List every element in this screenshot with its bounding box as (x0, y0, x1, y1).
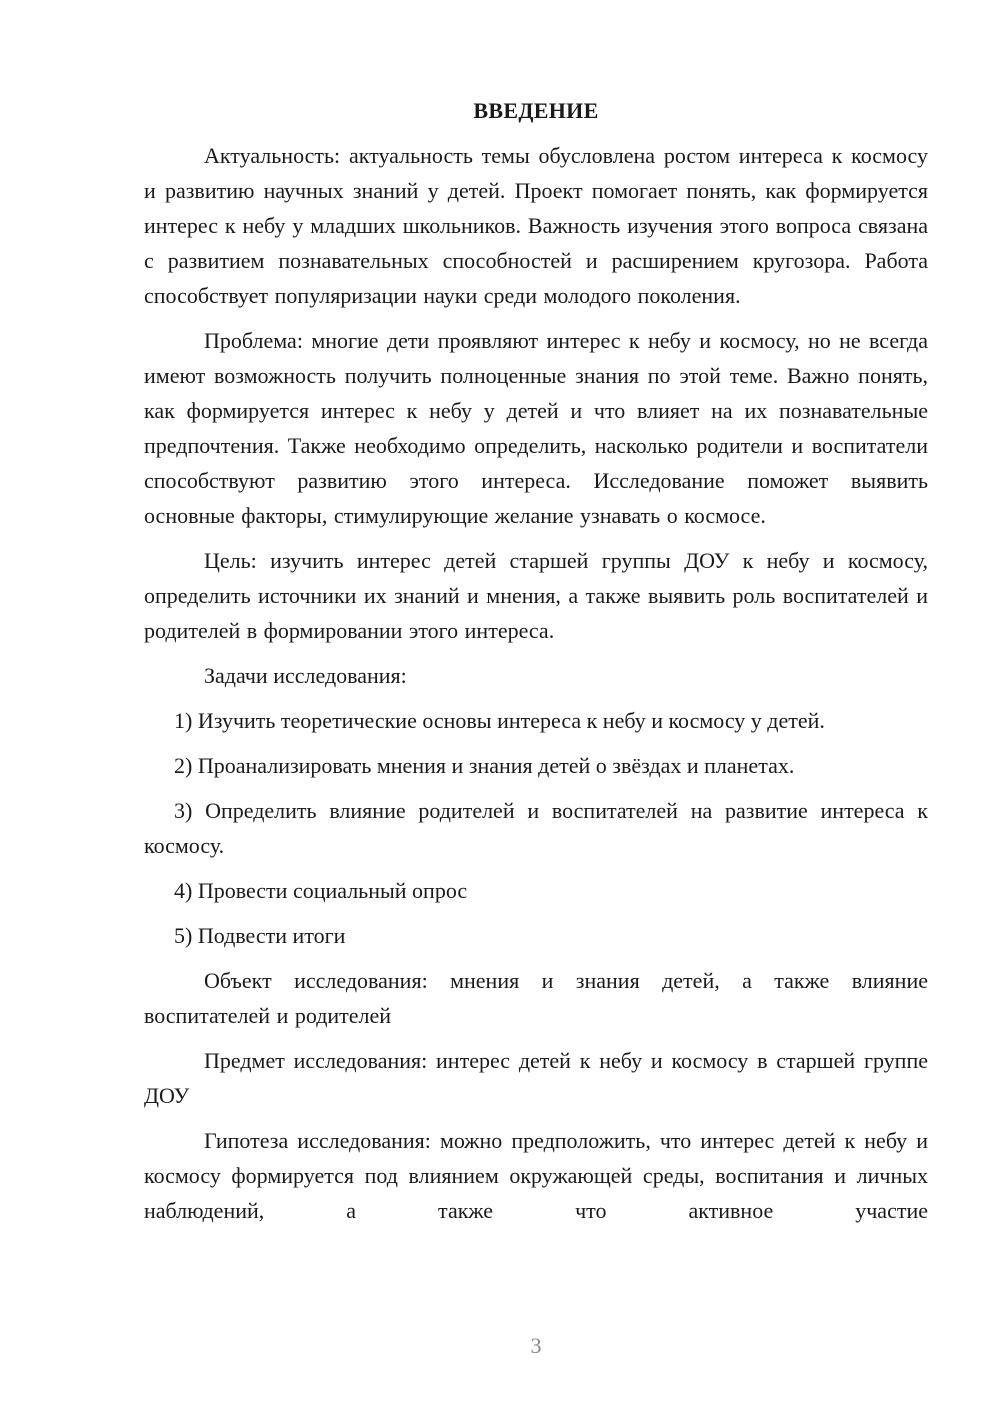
problem-paragraph: Проблема: многие дети проявляют интерес к небу и космосу, но не всегда имеют возможность получить полноценные знания по этой теме. Важно понять, как формируется интерес к небу у детей и что влияет на их познавательные предпочтения. Также необходимо определить, насколько родители и воспитатели способствуют развитию этого интереса. Исследование поможет выявить основные факторы, стимулирующие желание узнавать о космосе. (144, 328, 928, 528)
relevance-paragraph: Актуальность: актуальность темы обусловлена ростом интереса к космосу и развитию научных знаний у детей. Проект помогает понять, как формируется интерес к небу у младших школьников. Важность изучения этого вопроса связана с развитием познавательных способностей и расширением кругозора. Работа способствует популяризации науки среди молодого поколения. (144, 143, 928, 308)
task-item-3: 3) Определить влияние родителей и воспитателей на развитие интереса к космосу. (144, 798, 928, 858)
page-content (144, 94, 928, 1238)
tasks-heading: Задачи исследования: (204, 663, 407, 688)
page-number: 3 (530, 1333, 542, 1358)
task-item-1: 1) Изучить теоретические основы интереса к небу и космосу у детей. (174, 708, 825, 733)
goal-paragraph: Цель: изучить интерес детей старшей группы ДОУ к небу и космосу, определить источники их знаний и мнения, а также выявить роль воспитателей и родителей в формировании этого интереса. (144, 548, 928, 643)
task-item-4: 4) Провести социальный опрос (174, 878, 468, 903)
subject-paragraph: Предмет исследования: интерес детей к небу и космосу в старшей группе ДОУ (144, 1048, 928, 1108)
page-title: ВВЕДЕНИЕ (473, 98, 599, 123)
object-paragraph: Объект исследования: мнения и знания детей, а также влияние воспитателей и родителей (144, 968, 928, 1028)
task-item-2: 2) Проанализировать мнения и знания детей о звёздах и планетах. (174, 753, 795, 778)
hypothesis-paragraph: Гипотеза исследования: можно предположить, что интерес детей к небу и космосу формируется под влиянием окружающей среды, воспитания и личных наблюдений, а также что активное участие (144, 1128, 928, 1223)
task-item-5: 5) Подвести итоги (174, 923, 346, 948)
